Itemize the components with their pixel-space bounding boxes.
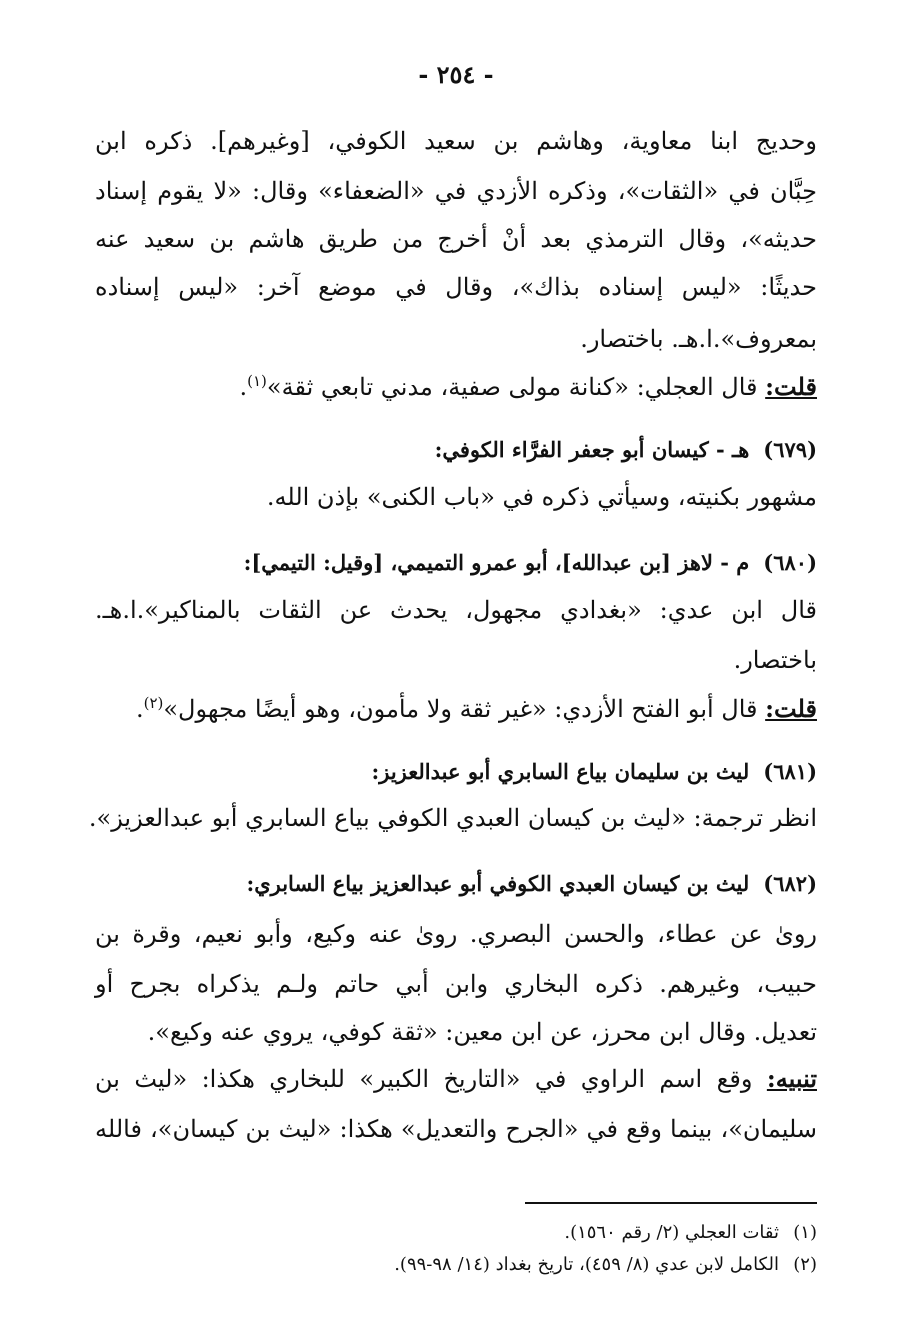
entry-heading-679 (95, 434, 817, 466)
entry-682-tanbih-line-1 (95, 1062, 817, 1096)
entry-679-line-1: مشهور بكنيته، وسيأتي ذكره في «باب الكنى» بإذن الله. (266, 483, 817, 511)
entry-title: هـ - كيسان أبو جعفر الفرَّاء الكوفي: (434, 437, 750, 462)
entry-title: ليث بن كيسان العبدي الكوفي أبو عبدالعزيز بياع السابري: (246, 871, 750, 896)
entry-681-line-1: انظر ترجمة: «ليث بن كيسان العبدي الكوفي بياع السابري أبو عبدالعزيز». (88, 804, 817, 832)
entry-title: م - لاهز [بن عبدالله]، أبو عمرو التميمي، [وقيل: التيمي]: (243, 550, 750, 575)
intro-line-2: حِبَّان في «الثقات»، وذكره الأزدي في «الضعفاء» وقال: «لا يقوم إسناد (95, 177, 817, 205)
entry-heading-681 (95, 756, 817, 788)
entry-number: (٦٨٠) (763, 550, 817, 575)
entry-number: (٦٨٢) (763, 871, 817, 896)
intro-qult-line (95, 364, 817, 404)
entry-682-line-2: حبيب، وغيرهم. ذكره البخاري وابن أبي حاتم ولـم يذكراه بجرح أو (95, 970, 817, 998)
entry-680-qult-line (95, 686, 817, 726)
entry-heading-682 (95, 868, 817, 900)
page-number: - ٢٥٤ - (418, 60, 494, 89)
qult-label: قلت: (765, 694, 817, 723)
entry-title: ليث بن سليمان بياع السابري أبو عبدالعزيز: (371, 759, 750, 784)
footnote-text: ثقات العجلي (٢/ رقم ١٥٦٠). (564, 1222, 779, 1243)
footnote-number: (١) (793, 1222, 817, 1243)
entry-682-line-3: تعديل. وقال ابن محرز، عن ابن معين: «ثقة كوفي، يروي عنه وكيع». (147, 1018, 817, 1046)
entry-heading-680 (95, 547, 817, 579)
entry-680-line-1: قال ابن عدي: «بغدادي مجهول، يحدث عن الثقات بالمناكير».ا.هـ. (95, 596, 817, 624)
footnote-text: الكامل لابن عدي (٨/ ٤٥٩)، تاريخ بغداد (١٤/ ٩٨-٩٩). (394, 1254, 779, 1275)
tanbih-text: وقع اسم الراوي في «التاريخ الكبير» للبخاري هكذا: «ليث بن (95, 1065, 767, 1093)
entry-680-line-2: باختصار. (733, 646, 817, 674)
intro-line-4: حديثًا: «ليس إسناده بذاك»، وقال في موضع آخر: «ليس إسناده (95, 273, 817, 301)
footnote-ref-2[interactable]: (٢) (143, 694, 164, 712)
intro-line-5: بمعروف».ا.هـ. باختصار. (580, 325, 817, 353)
entry-682-tanbih-line-2: سليمان»، بينما وقع في «الجرح والتعديل» هكذا: «ليث بن كيسان»، فالله (95, 1115, 817, 1143)
tanbih-label: تنبيه: (766, 1064, 817, 1093)
qult-end: . (239, 373, 248, 401)
qult-text: قال أبو الفتح الأزدي: «غير ثقة ولا مأمون، وهو أيضًا مجهول» (163, 695, 766, 723)
footnote-number: (٢) (793, 1254, 817, 1275)
entry-number: (٦٨١) (763, 759, 817, 784)
intro-line-1: وحديج ابنا معاوية، وهاشم بن سعيد الكوفي، [وغيرهم]. ذكره ابن (95, 127, 817, 155)
qult-end: . (135, 695, 144, 723)
qult-label: قلت: (765, 372, 817, 401)
footnote-ref-1[interactable]: (١) (247, 372, 267, 390)
intro-line-3: حديثه»، وقال الترمذي بعد أنْ أخرج من طريق هاشم بن سعيد عنه (95, 225, 818, 253)
entry-number: (٦٧٩) (763, 437, 817, 462)
entry-682-line-1: روىٰ عن عطاء، والحسن البصري. روىٰ عنه وكيع، وأبو نعيم، وقرة بن (95, 920, 817, 948)
qult-text: قال العجلي: «كنانة مولى صفية، مدني تابعي ثقة» (266, 373, 766, 401)
footnote-separator (525, 1202, 817, 1204)
footnote-2 (95, 1251, 817, 1279)
footnote-1 (95, 1219, 817, 1247)
